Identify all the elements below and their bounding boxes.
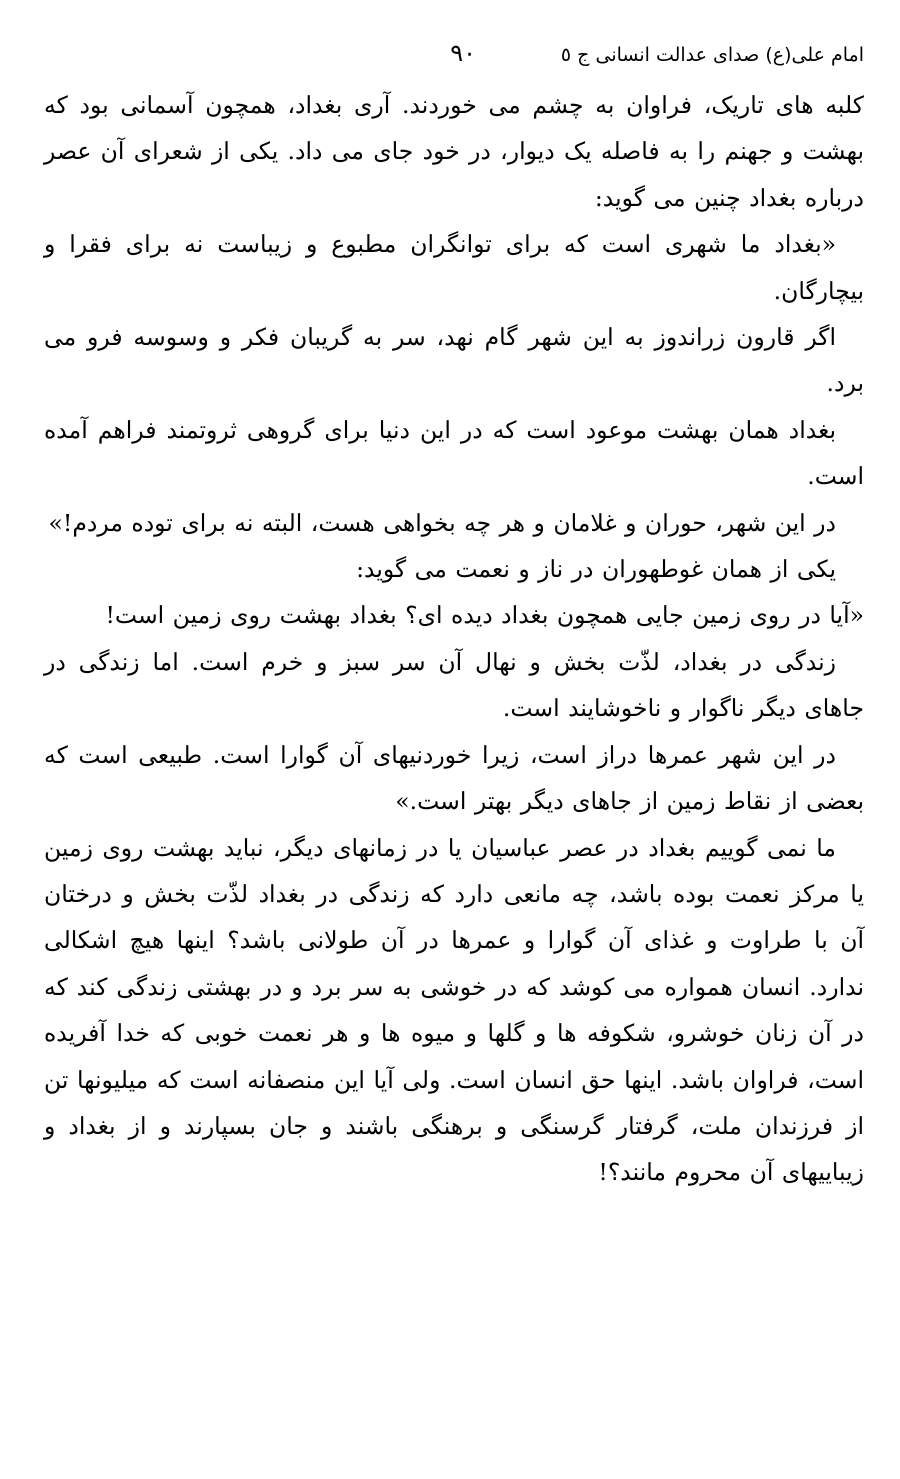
paragraph-poem-line-2: اگر قارون زراندوز به این شهر گام نهد، سر به گریبان فکر و وسوسه فرو می برد. (44, 323, 864, 398)
page-number: ٩٠ (450, 39, 476, 67)
paragraph-commentary: ما نمی گوییم بغداد در عصر عباسیان یا در زمانهای دیگر، نباید بهشت روی زمین یا مرکز نعمت بوده باشد، چه مانعی دارد که زندگی در بغداد لذّت بخش و درختان آن با طراوت و غذای آن گوارا و عمرها در آن طولانی باشد؟ اینها هیچ اشکالی ندارد. انسان همواره می کوشد که در خوشی به سر برد و در بهشتی زندگی کند که در آن زنان خوشرو، شکوفه ها و گلها و میوه ها و هر نعمت خوبی که خدا آفریده است، فراوان باشد. اینها حق انسان است. ولی آیا این منصفانه است که میلیونها تن از فرزندان ملت، گرفتار گرسنگی و برهنگی باشند و جان بسپارند و از بغداد و زیباییهای آن محروم مانند؟! (44, 833, 864, 1187)
paragraph-poem-line-4: در این شهر، حوران و غلامان و هر چه بخواهی هست، البته نه برای توده مردم!» (48, 508, 836, 537)
paragraph-continuation: کلبه های تاریک، فراوان به چشم می خوردند. آری بغداد، همچون آسمانی بود که بهشت و جهنم را به فاصله یک دیوار، در خود جای می داد. یکی از شعرای آن عصر درباره بغداد چنین می گوید: (44, 91, 864, 212)
book-title: امام علی(ع) صدای عدالت انسانی ج ٥ (560, 44, 864, 66)
book-page (44, 0, 864, 1479)
paragraph-intro-second-quote: یکی از همان غوطهوران در ناز و نعمت می گوید: (356, 555, 836, 584)
paragraph-quote-line-2: زندگی در بغداد، لذّت بخش و نهال آن سر سبز و خرم است. اما زندگی در جاهای دیگر ناگوار و ناخوشایند است. (44, 647, 864, 723)
paragraph-quote-line-3: در این شهر عمرها دراز است، زیرا خوردنیهای آن گوارا است. طبیعی است که بعضی از نقاط زمین از جاهای دیگر بهتر است.» (44, 740, 864, 816)
body-text (44, 82, 864, 1196)
paragraph-poem-line-1: «بغداد ما شهری است که برای توانگران مطبوع و زیباست نه برای فقرا و بیچارگان. (44, 230, 864, 305)
running-header (44, 38, 864, 72)
paragraph-poem-line-3: بغداد همان بهشت موعود است که در این دنیا برای گروهی ثروتمند فراهم آمده است. (44, 415, 864, 491)
paragraph-quote-line-1: «آیا در روی زمین جایی همچون بغداد دیده ای؟ بغداد بهشت روی زمین است! (105, 601, 864, 630)
